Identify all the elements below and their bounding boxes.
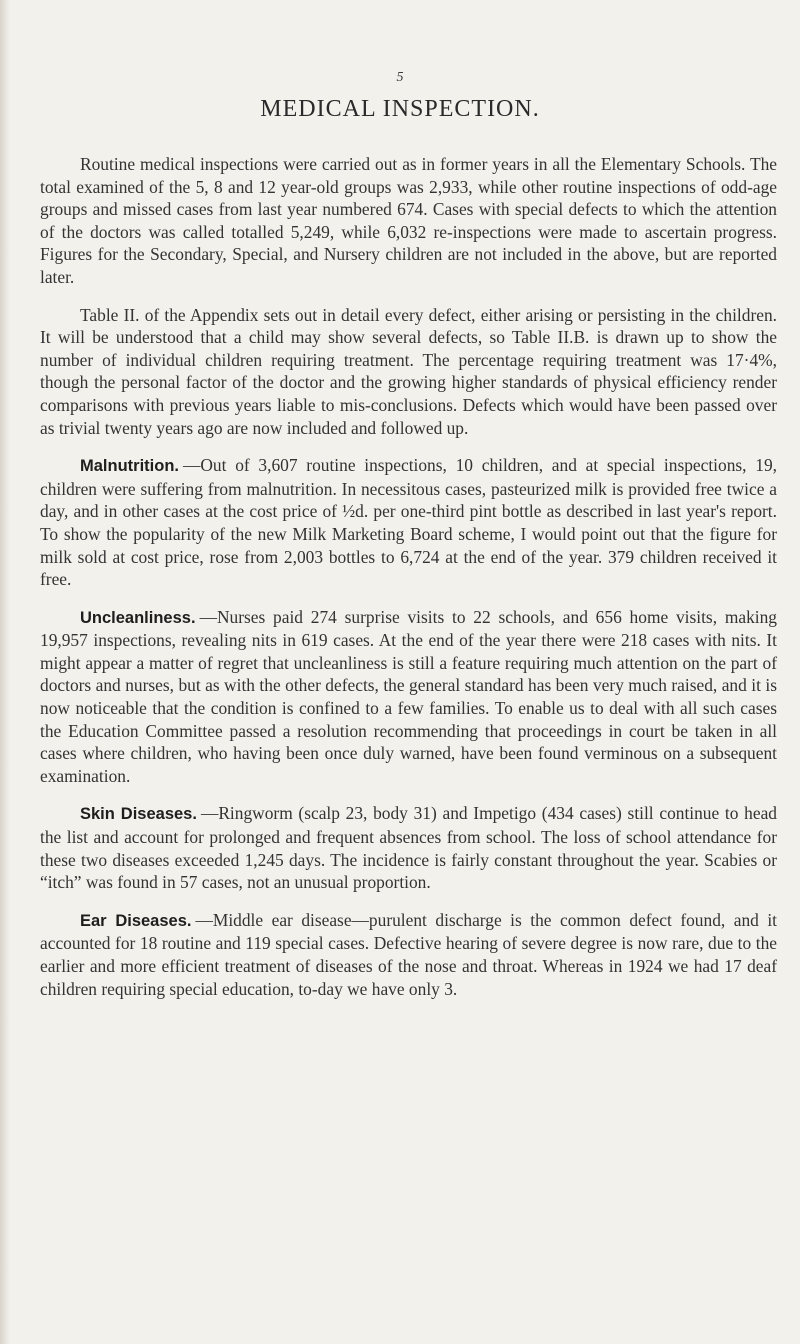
paragraph-table-ii xyxy=(40,304,777,440)
paragraph-ear-diseases xyxy=(40,909,777,1000)
paragraph-malnutrition xyxy=(40,454,777,591)
section-heading-skin-diseases: Skin Diseases. xyxy=(80,805,197,824)
paragraph-skin-diseases xyxy=(40,802,777,893)
section-heading-uncleanliness: Uncleanliness. xyxy=(80,608,196,627)
paragraph-text: —Out of 3,607 routine inspections, 10 children, and at special inspections, 19, children were suffering from malnutrition. In necessitous cases, pasteurized milk is provided free twice a day, and in other cases at the cost price of ½d. per one-third pint bottle as described in last year's report. To show the popularity of the new Milk Marketing Board scheme, I would point out that the figure for milk sold at cost price, rose from 2,003 bottles to 6,724 at the end of the year. 379 children received it free. xyxy=(40,455,777,590)
paragraph-text: —Ringworm (scalp 23, body 31) and Impetigo (434 cases) still continue to head the list and account for prolonged and frequent absences from school. The loss of school attendance for these two diseases exceeded 1,245 days. The incidence is fairly constant throughout the year. Scabies or “itch” was found in 57 cases, not an unusual proportion. xyxy=(40,803,777,893)
paragraph-text: —Middle ear disease—purulent discharge is the common defect found, and it accounted for 18 routine and 119 special cases. Defective hearing of severe degree is now rare, due to the earlier and more efficient treatment of diseases of the nose and throat. Whereas in 1924 we had 17 deaf children requiring special education, to-day we have only 3. xyxy=(40,909,777,999)
paragraph-routine-inspections xyxy=(40,153,777,289)
page-binding-edge xyxy=(0,0,10,1344)
section-heading-ear-diseases: Ear Diseases. xyxy=(80,911,192,930)
page-title: MEDICAL INSPECTION. xyxy=(260,96,540,122)
page-number: 5 xyxy=(396,70,404,85)
paragraph-text: —Nurses paid 274 surprise visits to 22 schools, and 656 home visits, making 19,957 inspections, revealing nits in 619 cases. At the end of the year there were 218 cases with nits. It might appear a matter of regret that uncleanliness is still a feature requiring much attention on the part of doctors and nurses, but as with the other defects, the general standard has been very much raised, and it is now noticeable that the condition is confined to a few families. To enable us to deal with all such cases the Education Committee passed a resolution recommending that proceedings in court be taken in all cases where children, who having been once duly warned, have been found verminous on a subsequent examination. xyxy=(40,606,777,786)
section-heading-malnutrition: Malnutrition. xyxy=(80,457,179,476)
paragraph-text: Table II. of the Appendix sets out in detail every defect, either arising or persisting in the children. It will be understood that a child may show several defects, so Table II.B. is drawn up to show the number of individual children requiring treatment. The percentage requiring treatment was 17·4%, though the personal factor of the doctor and the growing higher standards of physical efficiency render comparisons with previous years liable to mis-conclusions. Defects which would have been passed over as trivial twenty years ago are now included and followed up. xyxy=(40,304,777,438)
paragraph-text: Routine medical inspections were carried out as in former years in all the Elementary Schools. The total examined of the 5, 8 and 12 year-old groups was 2,933, while other routine inspections of odd-age groups and missed cases from last year numbered 674. Cases with special defects to which the attention of the doctors was called totalled 5,249, while 6,032 re-inspections were made to ascertain progress. Figures for the Secondary, Special, and Nursery children are not included in the above, but are reported later. xyxy=(40,154,777,287)
body-text xyxy=(40,153,777,1015)
paragraph-uncleanliness xyxy=(40,606,777,788)
